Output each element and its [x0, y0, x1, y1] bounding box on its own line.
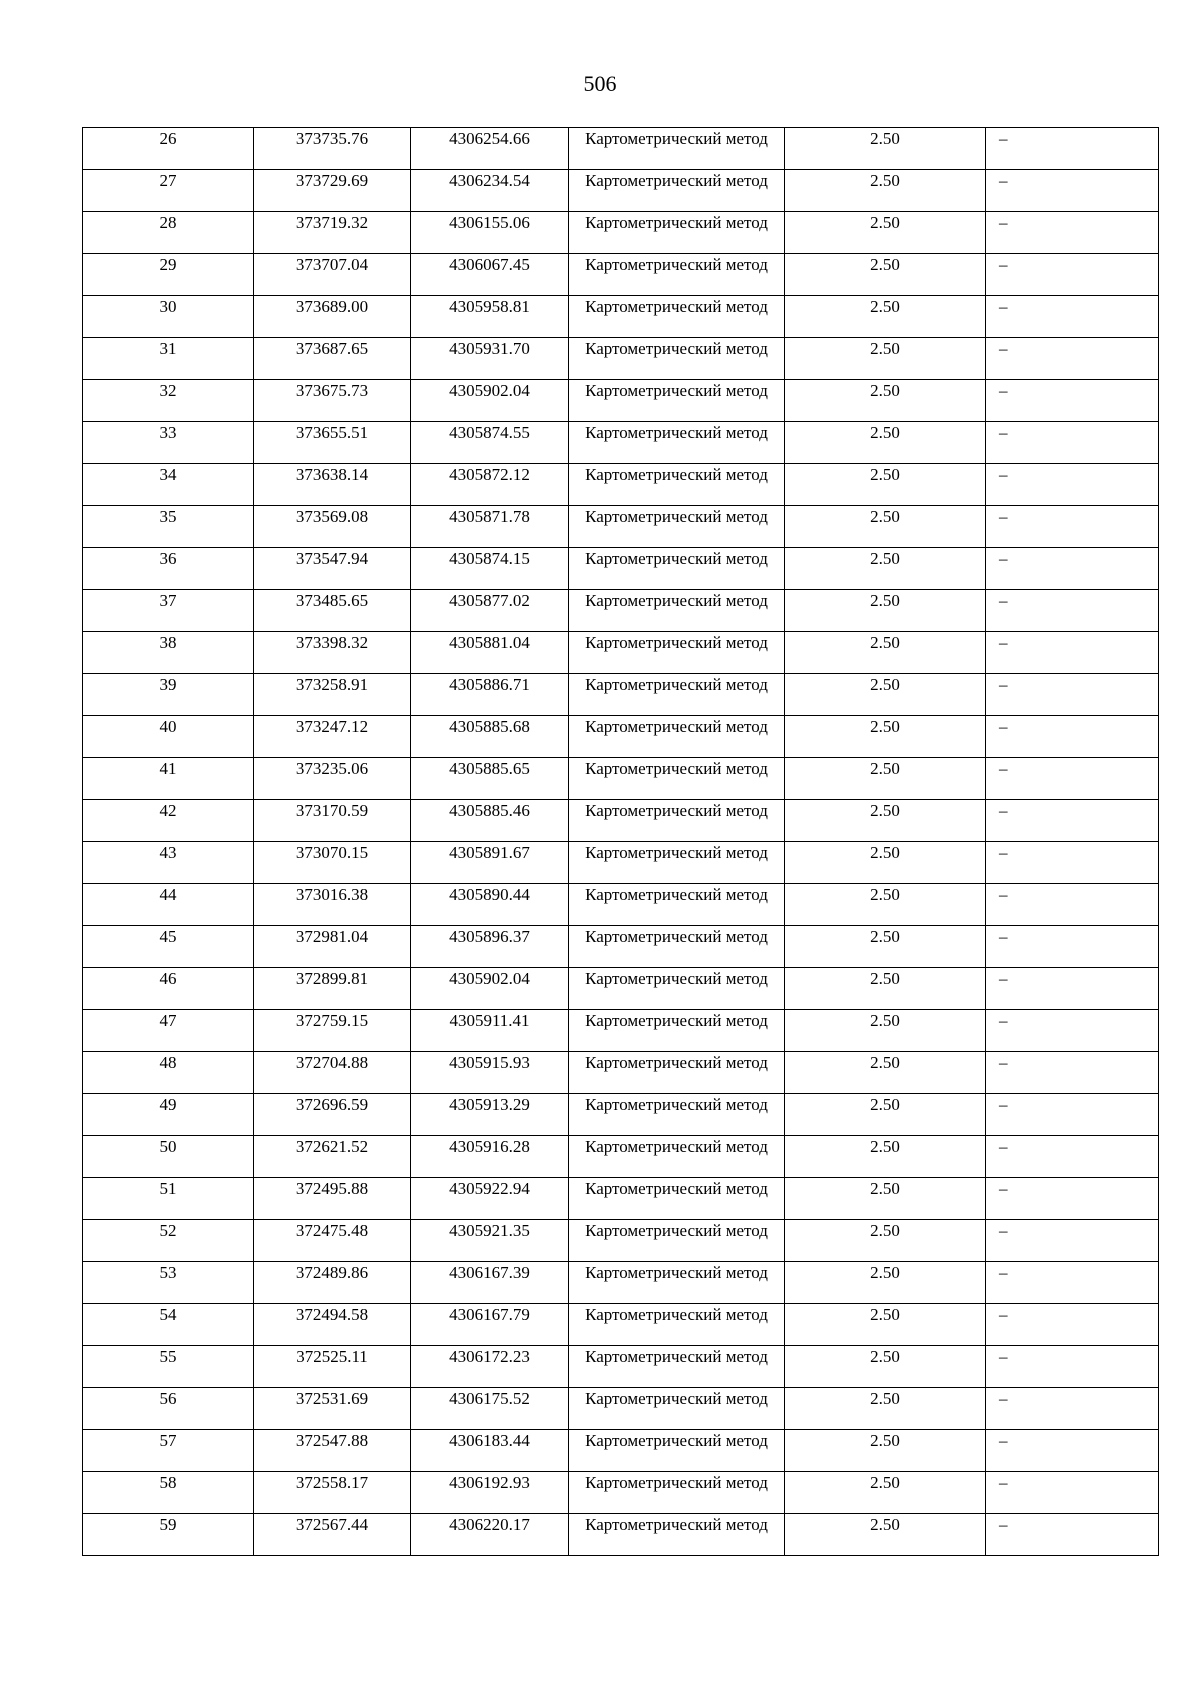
y-coordinate-cell: 4306155.06 [411, 212, 569, 254]
precision-cell: 2.50 [785, 506, 986, 548]
point-number-cell: 53 [83, 1262, 254, 1304]
precision-cell: 2.50 [785, 1514, 986, 1556]
method-cell: Картометрический метод [569, 1346, 785, 1388]
y-coordinate-cell: 4305958.81 [411, 296, 569, 338]
point-number-cell: 46 [83, 968, 254, 1010]
note-cell: – [986, 1262, 1159, 1304]
table-row [83, 548, 1159, 590]
precision-cell: 2.50 [785, 1472, 986, 1514]
method-cell: Картометрический метод [569, 632, 785, 674]
precision-cell: 2.50 [785, 674, 986, 716]
table-row [83, 1178, 1159, 1220]
note-cell: – [986, 1304, 1159, 1346]
table-row [83, 1304, 1159, 1346]
method-cell: Картометрический метод [569, 1388, 785, 1430]
point-number-cell: 51 [83, 1178, 254, 1220]
table-row [83, 1010, 1159, 1052]
table-row [83, 506, 1159, 548]
method-cell: Картометрический метод [569, 926, 785, 968]
table-row [83, 1052, 1159, 1094]
method-cell: Картометрический метод [569, 422, 785, 464]
note-cell: – [986, 212, 1159, 254]
note-cell: – [986, 254, 1159, 296]
y-coordinate-cell: 4305885.68 [411, 716, 569, 758]
precision-cell: 2.50 [785, 296, 986, 338]
precision-cell: 2.50 [785, 1304, 986, 1346]
point-number-cell: 57 [83, 1430, 254, 1472]
x-coordinate-cell: 373707.04 [254, 254, 411, 296]
point-number-cell: 39 [83, 674, 254, 716]
y-coordinate-cell: 4305896.37 [411, 926, 569, 968]
y-coordinate-cell: 4305922.94 [411, 1178, 569, 1220]
x-coordinate-cell: 372558.17 [254, 1472, 411, 1514]
y-coordinate-cell: 4305921.35 [411, 1220, 569, 1262]
table-row [83, 842, 1159, 884]
precision-cell: 2.50 [785, 800, 986, 842]
y-coordinate-cell: 4306192.93 [411, 1472, 569, 1514]
method-cell: Картометрический метод [569, 1220, 785, 1262]
note-cell: – [986, 1010, 1159, 1052]
note-cell: – [986, 422, 1159, 464]
point-number-cell: 41 [83, 758, 254, 800]
x-coordinate-cell: 373687.65 [254, 338, 411, 380]
precision-cell: 2.50 [785, 1346, 986, 1388]
method-cell: Картометрический метод [569, 170, 785, 212]
method-cell: Картометрический метод [569, 1472, 785, 1514]
point-number-cell: 55 [83, 1346, 254, 1388]
point-number-cell: 47 [83, 1010, 254, 1052]
coordinates-table-body [83, 128, 1159, 1556]
table-row [83, 674, 1159, 716]
point-number-cell: 43 [83, 842, 254, 884]
table-row [83, 758, 1159, 800]
method-cell: Картометрический метод [569, 548, 785, 590]
y-coordinate-cell: 4305890.44 [411, 884, 569, 926]
y-coordinate-cell: 4305872.12 [411, 464, 569, 506]
precision-cell: 2.50 [785, 338, 986, 380]
x-coordinate-cell: 373569.08 [254, 506, 411, 548]
method-cell: Картометрический метод [569, 1178, 785, 1220]
method-cell: Картометрический метод [569, 380, 785, 422]
method-cell: Картометрический метод [569, 800, 785, 842]
note-cell: – [986, 1430, 1159, 1472]
point-number-cell: 36 [83, 548, 254, 590]
method-cell: Картометрический метод [569, 128, 785, 170]
table-row [83, 1136, 1159, 1178]
precision-cell: 2.50 [785, 968, 986, 1010]
table-row [83, 1346, 1159, 1388]
y-coordinate-cell: 4305916.28 [411, 1136, 569, 1178]
table-row [83, 1388, 1159, 1430]
point-number-cell: 37 [83, 590, 254, 632]
table-row [83, 1094, 1159, 1136]
precision-cell: 2.50 [785, 212, 986, 254]
note-cell: – [986, 1052, 1159, 1094]
point-number-cell: 56 [83, 1388, 254, 1430]
method-cell: Картометрический метод [569, 674, 785, 716]
y-coordinate-cell: 4306067.45 [411, 254, 569, 296]
table-row [83, 338, 1159, 380]
precision-cell: 2.50 [785, 716, 986, 758]
precision-cell: 2.50 [785, 1094, 986, 1136]
y-coordinate-cell: 4306234.54 [411, 170, 569, 212]
note-cell: – [986, 1220, 1159, 1262]
x-coordinate-cell: 373235.06 [254, 758, 411, 800]
table-row [83, 128, 1159, 170]
y-coordinate-cell: 4305885.46 [411, 800, 569, 842]
note-cell: – [986, 632, 1159, 674]
y-coordinate-cell: 4305886.71 [411, 674, 569, 716]
table-row [83, 380, 1159, 422]
y-coordinate-cell: 4305931.70 [411, 338, 569, 380]
note-cell: – [986, 842, 1159, 884]
x-coordinate-cell: 372696.59 [254, 1094, 411, 1136]
precision-cell: 2.50 [785, 254, 986, 296]
x-coordinate-cell: 373729.69 [254, 170, 411, 212]
precision-cell: 2.50 [785, 1220, 986, 1262]
point-number-cell: 54 [83, 1304, 254, 1346]
point-number-cell: 28 [83, 212, 254, 254]
note-cell: – [986, 674, 1159, 716]
table-row [83, 716, 1159, 758]
precision-cell: 2.50 [785, 422, 986, 464]
x-coordinate-cell: 373070.15 [254, 842, 411, 884]
point-number-cell: 32 [83, 380, 254, 422]
method-cell: Картометрический метод [569, 212, 785, 254]
point-number-cell: 59 [83, 1514, 254, 1556]
point-number-cell: 58 [83, 1472, 254, 1514]
y-coordinate-cell: 4305902.04 [411, 380, 569, 422]
precision-cell: 2.50 [785, 464, 986, 506]
table-row [83, 296, 1159, 338]
y-coordinate-cell: 4306175.52 [411, 1388, 569, 1430]
table-row [83, 632, 1159, 674]
table-row [83, 170, 1159, 212]
method-cell: Картометрический метод [569, 1430, 785, 1472]
table-row [83, 926, 1159, 968]
method-cell: Картометрический метод [569, 1010, 785, 1052]
table-row [83, 800, 1159, 842]
coordinates-table [82, 127, 1159, 1556]
precision-cell: 2.50 [785, 632, 986, 674]
note-cell: – [986, 296, 1159, 338]
point-number-cell: 31 [83, 338, 254, 380]
method-cell: Картометрический метод [569, 758, 785, 800]
point-number-cell: 49 [83, 1094, 254, 1136]
x-coordinate-cell: 373638.14 [254, 464, 411, 506]
x-coordinate-cell: 372494.58 [254, 1304, 411, 1346]
x-coordinate-cell: 373016.38 [254, 884, 411, 926]
table-row [83, 464, 1159, 506]
y-coordinate-cell: 4306172.23 [411, 1346, 569, 1388]
x-coordinate-cell: 372531.69 [254, 1388, 411, 1430]
precision-cell: 2.50 [785, 1178, 986, 1220]
precision-cell: 2.50 [785, 1052, 986, 1094]
precision-cell: 2.50 [785, 884, 986, 926]
method-cell: Картометрический метод [569, 1094, 785, 1136]
precision-cell: 2.50 [785, 1010, 986, 1052]
method-cell: Картометрический метод [569, 968, 785, 1010]
table-row [83, 422, 1159, 464]
method-cell: Картометрический метод [569, 1136, 785, 1178]
precision-cell: 2.50 [785, 590, 986, 632]
point-number-cell: 44 [83, 884, 254, 926]
table-row [83, 1514, 1159, 1556]
precision-cell: 2.50 [785, 1430, 986, 1472]
precision-cell: 2.50 [785, 1388, 986, 1430]
x-coordinate-cell: 372899.81 [254, 968, 411, 1010]
note-cell: – [986, 464, 1159, 506]
y-coordinate-cell: 4305881.04 [411, 632, 569, 674]
page-number: 506 [583, 71, 617, 96]
point-number-cell: 27 [83, 170, 254, 212]
note-cell: – [986, 338, 1159, 380]
note-cell: – [986, 506, 1159, 548]
x-coordinate-cell: 373398.32 [254, 632, 411, 674]
precision-cell: 2.50 [785, 548, 986, 590]
method-cell: Картометрический метод [569, 254, 785, 296]
x-coordinate-cell: 373258.91 [254, 674, 411, 716]
x-coordinate-cell: 372759.15 [254, 1010, 411, 1052]
method-cell: Картометрический метод [569, 296, 785, 338]
x-coordinate-cell: 372495.88 [254, 1178, 411, 1220]
note-cell: – [986, 1514, 1159, 1556]
x-coordinate-cell: 372981.04 [254, 926, 411, 968]
x-coordinate-cell: 373547.94 [254, 548, 411, 590]
note-cell: – [986, 716, 1159, 758]
note-cell: – [986, 590, 1159, 632]
note-cell: – [986, 1094, 1159, 1136]
method-cell: Картометрический метод [569, 1304, 785, 1346]
method-cell: Картометрический метод [569, 1052, 785, 1094]
table-row [83, 254, 1159, 296]
x-coordinate-cell: 373735.76 [254, 128, 411, 170]
x-coordinate-cell: 372621.52 [254, 1136, 411, 1178]
precision-cell: 2.50 [785, 842, 986, 884]
point-number-cell: 29 [83, 254, 254, 296]
method-cell: Картометрический метод [569, 338, 785, 380]
x-coordinate-cell: 373485.65 [254, 590, 411, 632]
note-cell: – [986, 1178, 1159, 1220]
point-number-cell: 42 [83, 800, 254, 842]
y-coordinate-cell: 4305877.02 [411, 590, 569, 632]
precision-cell: 2.50 [785, 170, 986, 212]
note-cell: – [986, 380, 1159, 422]
note-cell: – [986, 926, 1159, 968]
point-number-cell: 40 [83, 716, 254, 758]
precision-cell: 2.50 [785, 926, 986, 968]
y-coordinate-cell: 4306220.17 [411, 1514, 569, 1556]
note-cell: – [986, 884, 1159, 926]
y-coordinate-cell: 4305902.04 [411, 968, 569, 1010]
y-coordinate-cell: 4306167.79 [411, 1304, 569, 1346]
y-coordinate-cell: 4306183.44 [411, 1430, 569, 1472]
note-cell: – [986, 1136, 1159, 1178]
method-cell: Картометрический метод [569, 716, 785, 758]
table-row [83, 884, 1159, 926]
point-number-cell: 26 [83, 128, 254, 170]
table-row [83, 1472, 1159, 1514]
method-cell: Картометрический метод [569, 506, 785, 548]
y-coordinate-cell: 4305911.41 [411, 1010, 569, 1052]
x-coordinate-cell: 373675.73 [254, 380, 411, 422]
x-coordinate-cell: 372475.48 [254, 1220, 411, 1262]
note-cell: – [986, 1472, 1159, 1514]
x-coordinate-cell: 373719.32 [254, 212, 411, 254]
point-number-cell: 33 [83, 422, 254, 464]
x-coordinate-cell: 373170.59 [254, 800, 411, 842]
note-cell: – [986, 548, 1159, 590]
note-cell: – [986, 758, 1159, 800]
table-row [83, 1430, 1159, 1472]
note-cell: – [986, 170, 1159, 212]
y-coordinate-cell: 4305871.78 [411, 506, 569, 548]
precision-cell: 2.50 [785, 758, 986, 800]
x-coordinate-cell: 372525.11 [254, 1346, 411, 1388]
x-coordinate-cell: 373247.12 [254, 716, 411, 758]
y-coordinate-cell: 4305874.15 [411, 548, 569, 590]
note-cell: – [986, 968, 1159, 1010]
point-number-cell: 50 [83, 1136, 254, 1178]
x-coordinate-cell: 372567.44 [254, 1514, 411, 1556]
precision-cell: 2.50 [785, 128, 986, 170]
point-number-cell: 34 [83, 464, 254, 506]
point-number-cell: 35 [83, 506, 254, 548]
x-coordinate-cell: 372547.88 [254, 1430, 411, 1472]
x-coordinate-cell: 372704.88 [254, 1052, 411, 1094]
point-number-cell: 52 [83, 1220, 254, 1262]
x-coordinate-cell: 372489.86 [254, 1262, 411, 1304]
y-coordinate-cell: 4305891.67 [411, 842, 569, 884]
point-number-cell: 48 [83, 1052, 254, 1094]
note-cell: – [986, 800, 1159, 842]
precision-cell: 2.50 [785, 380, 986, 422]
method-cell: Картометрический метод [569, 1262, 785, 1304]
point-number-cell: 30 [83, 296, 254, 338]
table-row [83, 1220, 1159, 1262]
note-cell: – [986, 1388, 1159, 1430]
x-coordinate-cell: 373655.51 [254, 422, 411, 464]
method-cell: Картометрический метод [569, 464, 785, 506]
table-row [83, 968, 1159, 1010]
y-coordinate-cell: 4305874.55 [411, 422, 569, 464]
y-coordinate-cell: 4306254.66 [411, 128, 569, 170]
table-row [83, 1262, 1159, 1304]
y-coordinate-cell: 4305913.29 [411, 1094, 569, 1136]
table-row [83, 212, 1159, 254]
x-coordinate-cell: 373689.00 [254, 296, 411, 338]
method-cell: Картометрический метод [569, 590, 785, 632]
table-row [83, 590, 1159, 632]
note-cell: – [986, 128, 1159, 170]
precision-cell: 2.50 [785, 1262, 986, 1304]
y-coordinate-cell: 4305915.93 [411, 1052, 569, 1094]
method-cell: Картометрический метод [569, 884, 785, 926]
method-cell: Картометрический метод [569, 842, 785, 884]
point-number-cell: 38 [83, 632, 254, 674]
point-number-cell: 45 [83, 926, 254, 968]
method-cell: Картометрический метод [569, 1514, 785, 1556]
y-coordinate-cell: 4306167.39 [411, 1262, 569, 1304]
note-cell: – [986, 1346, 1159, 1388]
y-coordinate-cell: 4305885.65 [411, 758, 569, 800]
precision-cell: 2.50 [785, 1136, 986, 1178]
